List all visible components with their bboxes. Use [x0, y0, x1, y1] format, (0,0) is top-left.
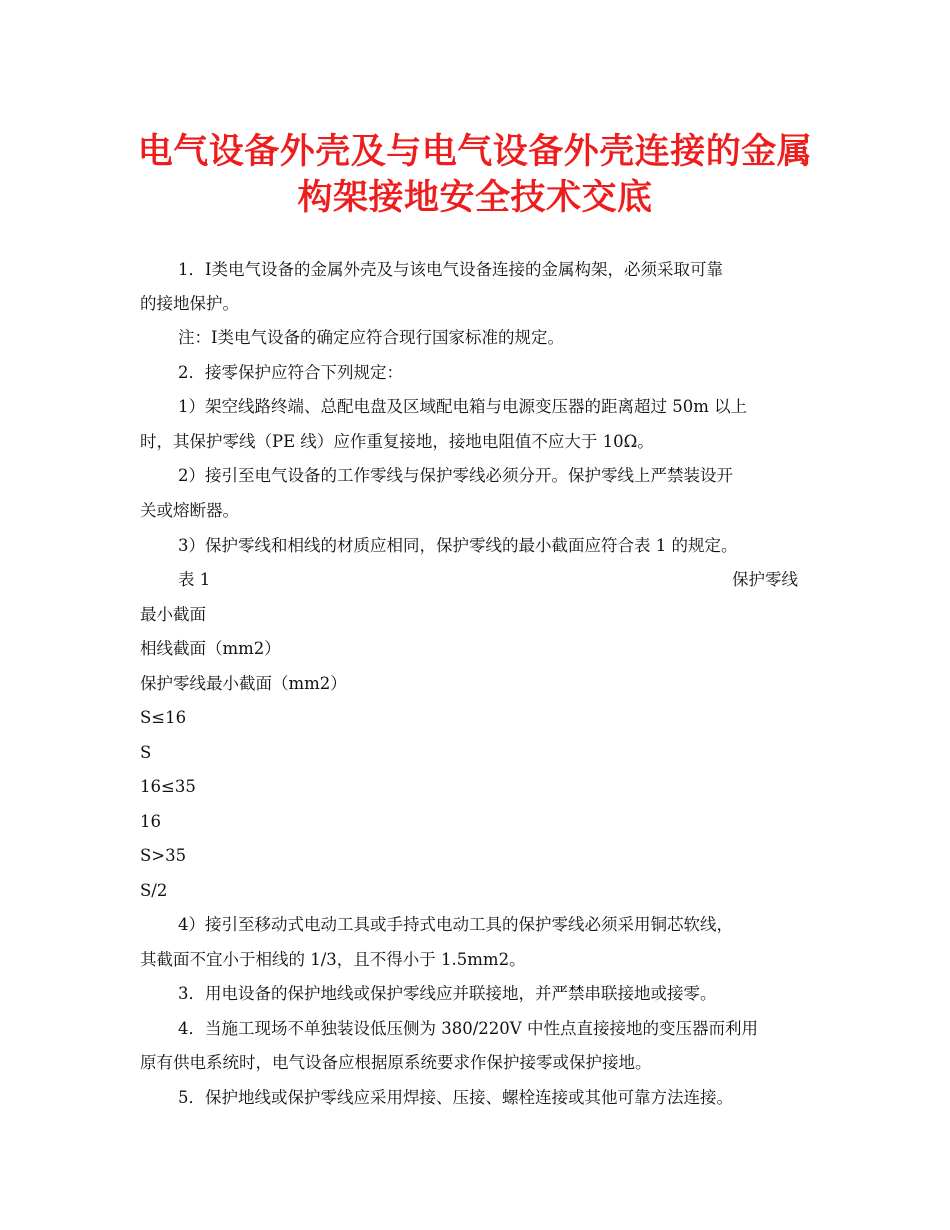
paragraph-line: 其截面不宜小于相线的 1/3，且不得小于 1.5mm2。 [140, 950, 526, 969]
note-line: 注：Ⅰ类电气设备的确定应符合现行国家标准的规定。 [178, 328, 565, 347]
table-header-cell: 保护零线最小截面（mm2） [140, 674, 347, 693]
paragraph-line: 4．当施工现场不单独装设低压侧为 380/220V 中性点直接接地的变压器而利用 [178, 1019, 758, 1038]
paragraph-line: 5．保护地线或保护零线应采用焊接、压接、螺栓连接或其他可靠方法连接。 [178, 1088, 733, 1107]
table-cell: S>35 [140, 846, 187, 865]
table-cell: S/2 [140, 881, 168, 900]
table-cell: 16 [140, 812, 161, 831]
paragraph-line: 的接地保护。 [140, 294, 239, 313]
paragraph-line: 3）保护零线和相线的材质应相同，保护零线的最小截面应符合表 1 的规定。 [178, 536, 738, 555]
paragraph-line: 4）接引至移动式电动工具或手持式电动工具的保护零线必须采用铜芯软线， [178, 915, 733, 934]
table-cell: S≤16 [140, 708, 187, 727]
table-cell: S [140, 743, 152, 762]
document-title-line-2: 构架接地安全技术交底 [297, 178, 653, 218]
paragraph-line: 时，其保护零线（PE 线）应作重复接地，接地电阻值不应大于 10Ω。 [140, 432, 654, 451]
document-title-line-1: 电气设备外壳及与电气设备外壳连接的金属 [137, 132, 813, 172]
paragraph-line: 2．接零保护应符合下列规定： [178, 363, 403, 382]
table-header-cell: 保护零线 [732, 570, 798, 589]
paragraph-line: 原有供电系统时，电气设备应根据原系统要求作保护接零或保护接地。 [140, 1053, 652, 1072]
table-header-cell: 相线截面（mm2） [140, 639, 281, 658]
table-caption: 表 1 [178, 570, 211, 589]
table-header-cell: 最小截面 [140, 605, 206, 624]
paragraph-line: 1．Ⅰ类电气设备的金属外壳及与该电气设备连接的金属构架，必须采取可靠 [178, 260, 724, 279]
paragraph-line: 1）架空线路终端、总配电盘及区域配电箱与电源变压器的距离超过 50m 以上 [178, 397, 748, 416]
paragraph-line: 3．用电设备的保护地线或保护零线应并联接地，并严禁串联接地或接零。 [178, 984, 717, 1003]
paragraph-line: 2）接引至电气设备的工作零线与保护零线必须分开。保护零线上严禁装设开 [178, 466, 733, 485]
paragraph-line: 关或熔断器。 [140, 501, 239, 520]
table-cell: 16≤35 [140, 777, 196, 796]
